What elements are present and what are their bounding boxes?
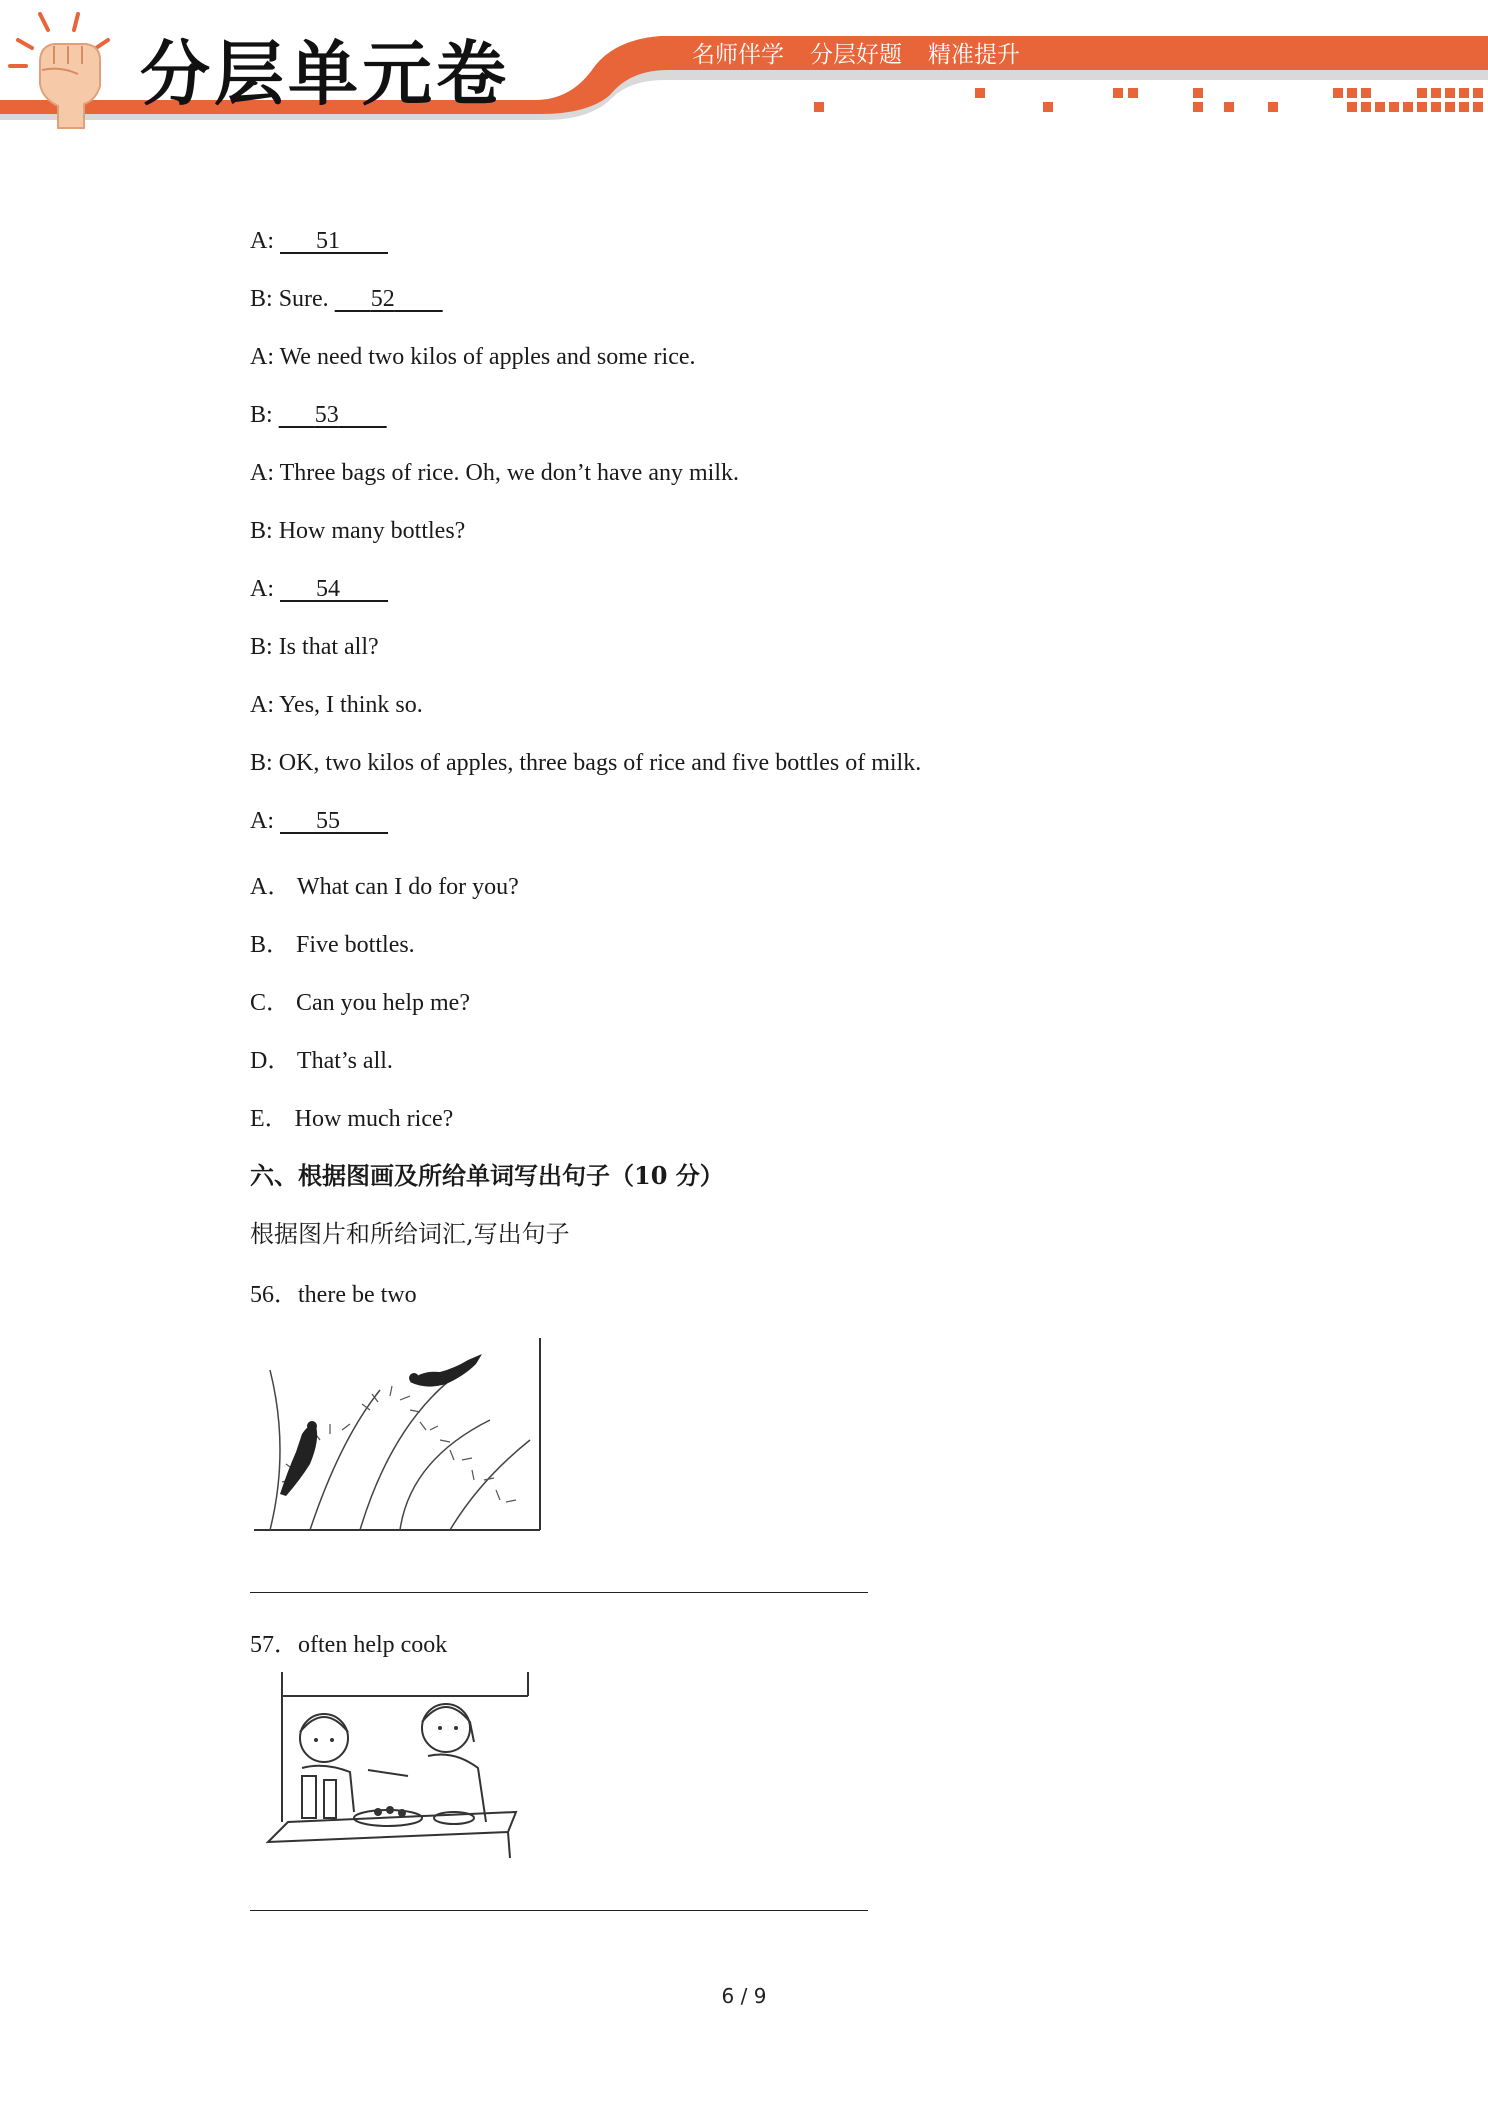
speaker: B:: [250, 634, 273, 660]
question-number: 56．: [250, 1282, 298, 1308]
speaker: B:: [250, 286, 273, 312]
option-text: How much rice?: [294, 1106, 454, 1132]
dialogue-text: Is that all?: [278, 634, 379, 660]
section-instruction: 根据图片和所给词汇,写出句子: [250, 1220, 570, 1248]
dialogue-line-11: [250, 808, 388, 835]
option-text: Five bottles.: [296, 932, 415, 958]
slogan-1: 名师伴学: [692, 42, 784, 68]
option-text: Can you help me?: [296, 990, 470, 1016]
option-a: [250, 866, 519, 901]
brand-title: 分层单元卷: [140, 33, 510, 115]
question-words: there be two: [298, 1282, 417, 1308]
option-b: [250, 924, 415, 959]
dialogue-line-2: [250, 286, 443, 313]
slogan-2: 分层好题: [810, 42, 902, 68]
dialogue-line-5: [250, 460, 739, 487]
dialogue-line-9: [250, 692, 423, 719]
dialogue-line-8: [250, 634, 379, 661]
speaker: A:: [250, 228, 274, 254]
answer-blank-55: [280, 808, 388, 834]
dialogue-text: Yes, I think so.: [279, 692, 423, 718]
dialogue-text: How many bottles?: [278, 518, 466, 544]
slogan-3: 精准提升: [928, 42, 1020, 68]
option-letter: B．: [250, 932, 291, 958]
page-number: 6 / 9: [721, 1984, 767, 2008]
dialogue-line-7: [250, 576, 388, 603]
answer-blank-53: [279, 402, 387, 428]
option-letter: A．: [250, 874, 292, 900]
section-heading: 六、根据图画及所给单词写出句子（10 分）: [250, 1161, 724, 1190]
option-letter: E．: [250, 1106, 289, 1132]
option-text: What can I do for you?: [296, 874, 519, 900]
option-d: [250, 1040, 393, 1075]
speaker: A:: [250, 344, 274, 370]
dialogue-text: OK, two kilos of apples, three bags of rice and five bottles of milk.: [278, 750, 922, 776]
dialogue-text: We need two kilos of apples and some rice.: [279, 344, 696, 370]
dialogue-text: Three bags of rice. Oh, we don’t have any milk.: [279, 460, 739, 486]
answer-line-57[interactable]: [250, 1910, 868, 1911]
dialogue-line-3: [250, 344, 696, 371]
speaker: A:: [250, 460, 274, 486]
option-e: [250, 1098, 453, 1133]
page-header: [0, 0, 1488, 130]
speaker: B:: [250, 402, 273, 428]
speaker: B:: [250, 750, 273, 776]
dialogue-text: Sure.: [278, 286, 329, 312]
speaker: A:: [250, 692, 274, 718]
answer-line-56[interactable]: [250, 1592, 868, 1593]
question-number: 57．: [250, 1632, 298, 1658]
fist-logo-icon: [0, 0, 130, 130]
answer-blank-52: [335, 286, 443, 312]
birds-picture: [250, 1330, 545, 1540]
answer-blank-54: [280, 576, 388, 602]
dialogue-line-10: [250, 750, 921, 777]
blank-number: 53: [314, 402, 339, 428]
blank-number: 52: [370, 286, 395, 312]
blank-number: 51: [316, 228, 340, 254]
question-56: [250, 1274, 417, 1309]
question-words: often help cook: [298, 1632, 448, 1658]
option-letter: C．: [250, 990, 291, 1016]
option-letter: D．: [250, 1048, 292, 1074]
dialogue-line-1: [250, 228, 388, 255]
option-text: That’s all.: [296, 1048, 393, 1074]
dialogue-line-4: [250, 402, 387, 429]
blank-number: 55: [316, 808, 340, 834]
answer-blank-51: [280, 228, 388, 254]
speaker: A:: [250, 808, 274, 834]
dialogue-line-6: [250, 518, 465, 545]
speaker: B:: [250, 518, 273, 544]
speaker: A:: [250, 576, 274, 602]
cooking-picture: [258, 1672, 533, 1862]
header-slogan: [692, 36, 1046, 69]
option-c: [250, 982, 470, 1017]
blank-number: 54: [316, 576, 340, 602]
question-57: [250, 1624, 447, 1659]
